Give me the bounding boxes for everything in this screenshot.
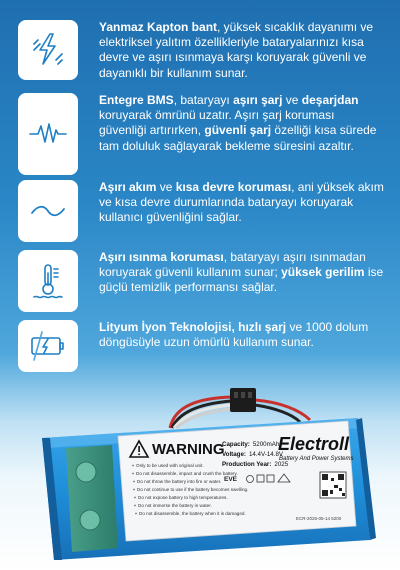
year-label: Production Year:: [222, 461, 272, 468]
body-text: , bataryayı: [173, 93, 234, 107]
warning-line-6: Do not immerse the battery in water.: [138, 503, 212, 508]
highlight-text: yüksek gerilim: [281, 265, 365, 280]
body-text: ve: [156, 180, 176, 194]
body-text: özelliği kısa sürede tam doluluk sağlayarak bekleme süresini azaltır.: [99, 123, 377, 153]
highlight-text: Aşırı ısınma koruması: [99, 250, 224, 264]
battery-code: ECR-2025-05-14 5200: [296, 516, 342, 521]
eve-logo: EVE: [224, 476, 238, 483]
svg-text:Voltage:14.4V-14.8V: [222, 451, 284, 458]
highlight-text: deşarjdan: [301, 93, 359, 107]
highlight-text: Entegre BMS: [99, 93, 174, 107]
warning-line-7: Do not disassemble, the battery when it is damaged.: [139, 511, 246, 516]
warning-line-2: Do not disassemble, impact and crush the battery.: [136, 471, 238, 476]
svg-text:Production Year:2025: [222, 461, 289, 468]
voltage-value: 14.4V-14.8V: [248, 451, 284, 458]
year-value: 2025: [274, 461, 289, 468]
warning-line-4: Do not continue to use if the battery becomes swelling.: [137, 487, 249, 492]
warning-line-5: Do not expose battery to high temperatures.: [138, 495, 228, 500]
brand-tagline: Battery And Power Systems: [279, 456, 354, 462]
body-text: , ani yüksek akım ve kısa devre durumlarında bataryayı koruyarak kullanıcı güvenliğini sağlar.: [99, 180, 384, 225]
body-text: , bataryayı aşırı ısınmadan koruyarak güvenli kullanım sunar;: [99, 250, 366, 280]
highlight-text: Yanmaz Kapton bant: [99, 20, 218, 34]
highlight-text: kısa devre koruması: [175, 180, 292, 194]
battery-cells: [66, 445, 118, 552]
highlight-text: Aşırı akım: [99, 180, 157, 194]
warning-line-3: Do not throw the battery into fire or water.: [137, 479, 222, 484]
qr-code-icon: [320, 472, 346, 498]
connector: [230, 388, 256, 412]
highlight-text: aşırı şarj: [233, 93, 283, 107]
body-text: ise güçlü temizlik performansı sağlar.: [99, 265, 384, 295]
capacity-label: Capacity:: [222, 441, 250, 448]
body-text: koruyarak ömrünü uzatır. Aşırı şarj koruması güvenliği artırırken,: [99, 108, 335, 138]
capacity-value: 5200mAh: [252, 441, 280, 448]
voltage-label: Voltage:: [222, 451, 246, 458]
warning-line-1: Only to be used with original unit.: [136, 463, 204, 468]
body-text: ve 1000 dolum döngüsüyle uzun ömürlü kullanım sunar.: [99, 320, 369, 350]
warning-title: WARNING: [152, 441, 225, 458]
highlight-text: Lityum İyon Teknolojisi, hızlı şarj: [99, 320, 287, 334]
body-text: , yüksek sıcaklık dayanımı ve elektriksel yalıtım özellikleriyle bataryalarınızı kısa devre ve aşırı ısınmaya karşı koruyarak güvenli ve dayanıklı bir kullanım sunar.: [99, 20, 374, 80]
body-text: ve: [282, 93, 302, 107]
brand-logo: Electroll: [278, 434, 350, 454]
highlight-text: güvenli şarj: [204, 123, 272, 138]
